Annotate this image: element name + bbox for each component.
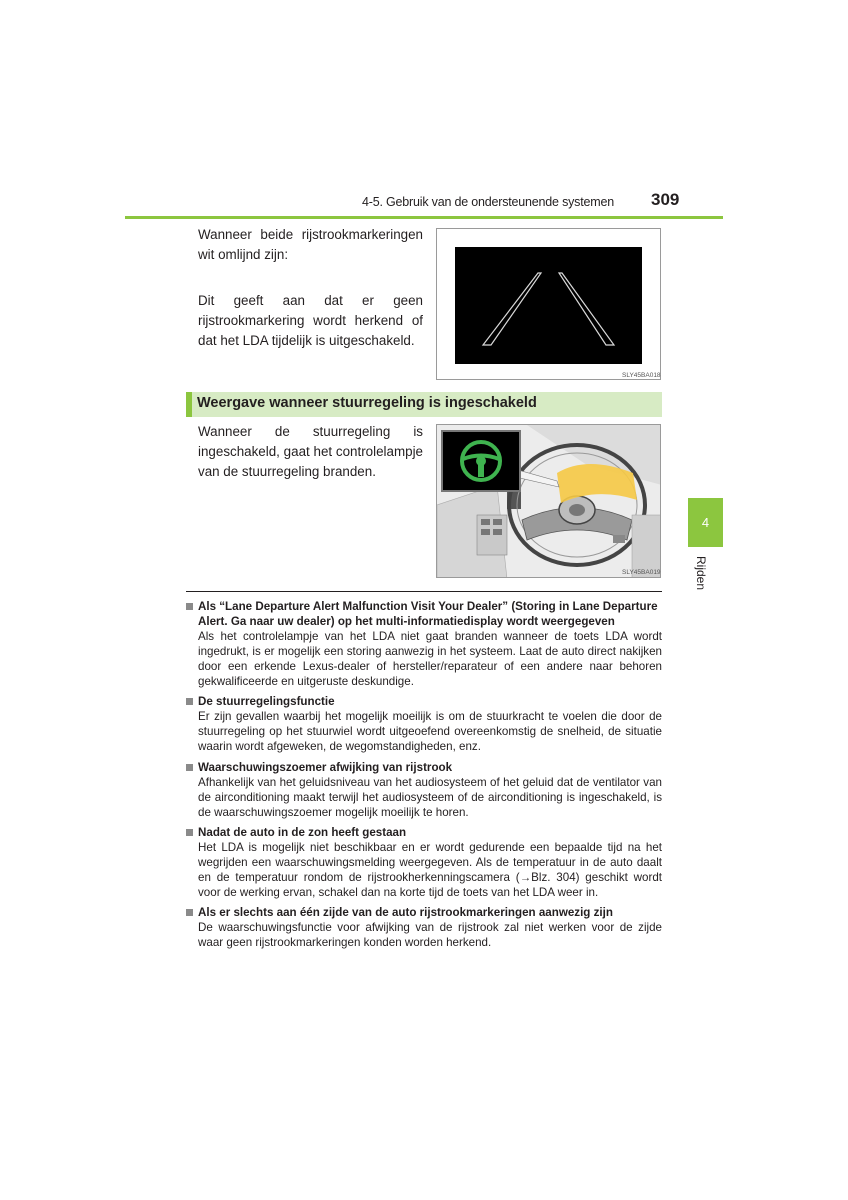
note-heading-text: Nadat de auto in de zon heeft gestaan <box>198 826 407 839</box>
indicator-inset <box>441 430 521 492</box>
note-heading-text: Als er slechts aan één zijde van de auto rijstrookmarkeringen aanwezig zijn <box>198 906 613 919</box>
display-screen <box>455 247 642 364</box>
notes-divider <box>186 591 662 592</box>
bullet-square-icon <box>186 829 193 836</box>
chapter-label: Rijden <box>694 556 708 591</box>
note-body: Er zijn gevallen waarbij het mogelijk moeilijk is om de stuurkracht te voelen die door de stuurregeling op het stuurwiel wordt uitgeoefend overeenkomstig de snelheid, de situatie waarin wordt afgeweken, de wegomstandigheden, enz. <box>198 710 662 753</box>
running-header: 4-5. Gebruik van de ondersteunende systemen <box>362 195 614 209</box>
note-item <box>186 760 662 820</box>
lane-markings-explanation: Dit geeft aan dat er geen rijstrookmarkering wordt herkend of dat het LDA tijdelijk is uitgeschakeld. <box>198 293 423 348</box>
bullet-square-icon <box>186 603 193 610</box>
note-item <box>186 694 662 754</box>
lane-markings-intro: Wanneer beide rijstrookmarkeringen wit omlijnd zijn: <box>198 227 423 262</box>
note-body: Afhankelijk van het geluidsniveau van het audiosysteem of het geluid dat de ventilator van de airconditioning maakt terwijl het audiosysteem of de airconditioning is ingeschakeld, is de waarschuwingszoemer mogelijk moeilijk te horen. <box>198 776 662 819</box>
note-heading <box>186 694 662 709</box>
bullet-square-icon <box>186 698 193 705</box>
note-body: Het LDA is mogelijk niet beschikbaar en er wordt gedurende een bepaalde tijd na het wegrijden een waarschuwingsmelding weergegeven. Als de temperatuur in de auto daalt en de temperatuur rondom de rijstrookherkenningscamera (→Blz. 304) geschikt wordt voor de werking ervan, schakel dan na korte tijd de toets van het LDA weer in. <box>198 841 662 899</box>
figure-code: SLY45BA019 <box>622 569 661 576</box>
note-heading-text: Als “Lane Departure Alert Malfunction Visit Your Dealer” (Storing in Lane Departure Alert. Ga naar uw dealer) op het multi-informatiedisplay wordt weergegeven <box>198 600 658 628</box>
note-heading <box>186 825 662 840</box>
note-heading <box>186 599 662 629</box>
page-number: 309 <box>651 190 680 209</box>
figure-code: SLY45BA018 <box>622 372 661 379</box>
note-heading <box>186 905 662 920</box>
chapter-number: 4 <box>701 515 710 530</box>
header-rule <box>125 216 723 219</box>
note-item <box>186 825 662 900</box>
note-heading <box>186 760 662 775</box>
note-heading-text: De stuurregelingsfunctie <box>198 695 335 708</box>
note-body: Als het controlelampje van het LDA niet gaat branden wanneer de toets LDA wordt ingedrukt, is er mogelijk een storing aanwezig in het systeem. Laat de auto direct nakijken door een erkende Lexus-dealer of hersteller/reparateur of een andere naar behoren gekwalificeerde en uitgeruste deskundige. <box>198 630 662 688</box>
section-band-accent <box>186 392 192 417</box>
bullet-square-icon <box>186 764 193 771</box>
bullet-square-icon <box>186 909 193 916</box>
steering-control-text: Wanneer de stuurregeling is ingeschakeld, gaat het controlelampje van de stuurregeling branden. <box>198 424 423 479</box>
steering-wheel-icon <box>443 432 519 490</box>
outlined-lane-lines-icon <box>455 247 642 364</box>
chapter-tab <box>688 498 723 547</box>
section-title: Weergave wanneer stuurregeling is ingeschakeld <box>197 395 537 411</box>
note-heading-text: Waarschuwingszoemer afwijking van rijstrook <box>198 761 453 774</box>
note-item <box>186 599 662 689</box>
note-body: De waarschuwingsfunctie voor afwijking van de rijstrook zal niet werken voor de zijde waar geen rijstrookmarkeringen konden worden herkend. <box>198 921 662 949</box>
note-item <box>186 905 662 950</box>
